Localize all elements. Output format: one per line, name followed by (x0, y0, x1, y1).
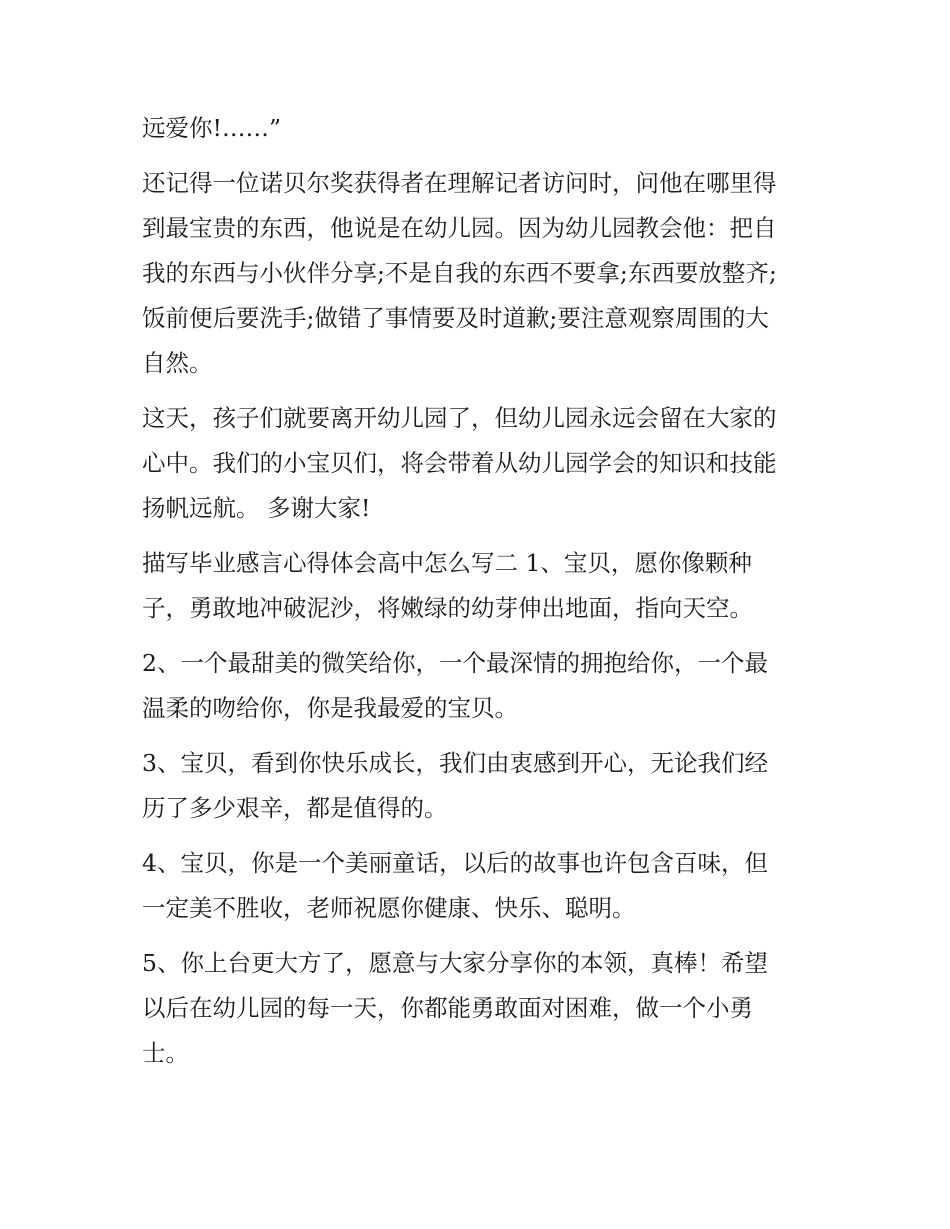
text-line: 子，勇敢地冲破泥沙，将嫩绿的幼芽伸出地面，指向天空。 (142, 594, 753, 622)
text-line: 温柔的吻给你，你是我最爱的宝贝。 (142, 694, 518, 722)
document-body (142, 106, 814, 1086)
paragraph (142, 541, 814, 631)
text-line: 到最宝贵的东西，他说是在幼儿园。因为幼儿园教会他：把自 (142, 214, 777, 242)
text-line: 我的东西与小伙伴分享;不是自我的东西不要拿;东西要放整齐; (142, 259, 777, 287)
text-line: 士。 (142, 1039, 189, 1067)
text-line: 4、宝贝，你是一个美丽童话，以后的故事也许包含百味，但 (142, 849, 768, 877)
text-line: 自然。 (142, 349, 213, 377)
paragraph (142, 941, 814, 1076)
text-line: 一定美不胜收，老师祝愿你健康、快乐、聪明。 (142, 894, 636, 922)
paragraph (142, 161, 814, 386)
text-line: 饭前便后要洗手;做错了事情要及时道歉;要注意观察周围的大 (142, 304, 769, 332)
paragraph (142, 396, 814, 531)
text-line: 历了多少艰辛，都是值得的。 (142, 794, 448, 822)
paragraph (142, 841, 814, 931)
text-line: 3、宝贝，看到你快乐成长，我们由衷感到开心，无论我们经 (142, 749, 768, 777)
paragraph (142, 106, 814, 151)
paragraph (142, 741, 814, 831)
text-line: 2、一个最甜美的微笑给你，一个最深情的拥抱给你，一个最 (142, 649, 768, 677)
text-line: 心中。我们的小宝贝们，将会带着从幼儿园学会的知识和技能 (142, 449, 777, 477)
text-line: 扬帆远航。 多谢大家! (142, 494, 371, 522)
text-line: 以后在幼儿园的每一天，你都能勇敢面对困难，做一个小勇 (142, 994, 753, 1022)
text-line: 这天，孩子们就要离开幼儿园了，但幼儿园永远会留在大家的 (142, 404, 777, 432)
text-line: 还记得一位诺贝尔奖获得者在理解记者访问时，问他在哪里得 (142, 169, 777, 197)
text-line: 远爱你!……” (142, 114, 281, 142)
text-line: 描写毕业感言心得体会高中怎么写二 1、宝贝，愿你像颗种 (142, 549, 752, 577)
paragraph (142, 641, 814, 731)
text-line: 5、你上台更大方了，愿意与大家分享你的本领，真棒！希望 (142, 949, 768, 977)
